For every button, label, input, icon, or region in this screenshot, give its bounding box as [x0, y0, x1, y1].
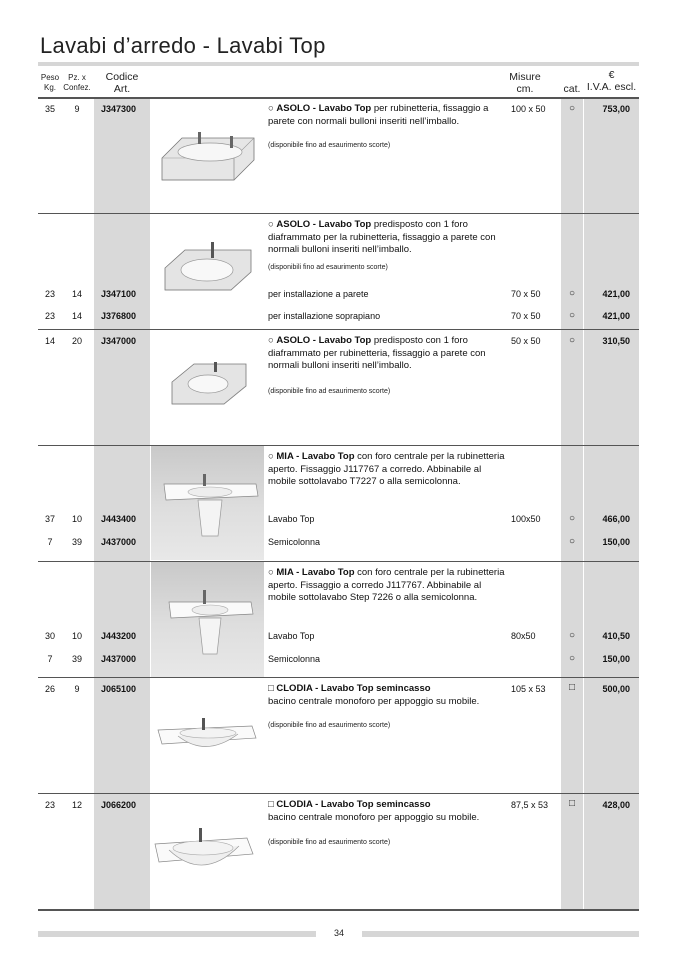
row-peso: 14 — [44, 336, 55, 346]
row-price: 421,00 — [602, 311, 630, 321]
row-code: J066200 — [101, 800, 137, 810]
row-rule — [38, 213, 639, 214]
cat-circle-icon: ○ — [568, 513, 576, 524]
row-code: J347300 — [101, 104, 137, 114]
row-peso: 26 — [44, 684, 55, 694]
header-rule — [38, 97, 639, 99]
row-peso: 23 — [44, 289, 55, 299]
row-price: 428,00 — [602, 800, 630, 810]
row-price: 150,00 — [602, 537, 630, 547]
row-peso: 23 — [44, 800, 55, 810]
row-rule — [38, 793, 639, 794]
cat-circle-icon: ○ — [568, 310, 576, 321]
asolo-70-sink-image — [163, 240, 255, 298]
page-title: Lavabi d’arredo - Lavabi Top — [40, 33, 326, 58]
row-pz: 10 — [71, 631, 82, 641]
row-code: J443400 — [101, 514, 137, 524]
row-pz: 14 — [71, 289, 82, 299]
availability-note: (disponibile fino ad esaurimento scorte) — [268, 388, 391, 395]
asolo-100-sink-image — [158, 130, 260, 188]
row-code: J347100 — [101, 289, 137, 299]
availability-note: (disponibile fino ad esaurimento scorte) — [268, 722, 391, 729]
header-price: € I.V.A. escl. — [586, 69, 637, 93]
row-code: J437000 — [101, 654, 137, 664]
row-peso: 23 — [44, 311, 55, 321]
cat-circle-icon: ○ — [568, 630, 576, 641]
row-code: J437000 — [101, 537, 137, 547]
cat-circle-icon: ○ — [568, 536, 576, 547]
row-label: Semicolonna — [268, 654, 321, 664]
header-cat: cat. — [563, 83, 581, 95]
mia-80-sink-image — [165, 586, 255, 658]
row-pz: 12 — [71, 800, 82, 810]
asolo-50-sink-image — [170, 360, 248, 410]
row-pz: 39 — [71, 537, 82, 547]
availability-note: (disponibile fino ad esaurimento scorte) — [268, 142, 391, 149]
header-misure: Misure cm. — [509, 71, 541, 95]
row-label: per installazione a parete — [268, 289, 369, 299]
clodia-105-sink-image — [156, 716, 260, 756]
row-pz: 39 — [71, 654, 82, 664]
row-peso: 37 — [44, 514, 55, 524]
row-pz: 14 — [71, 311, 82, 321]
row-label: Lavabo Top — [268, 514, 315, 524]
cat-square-icon: □ — [568, 682, 576, 693]
product-description: ○ MIA - Lavabo Top con foro centrale per la rubinetteria aperto. Fissaggio J117767 a corredo. Abbinabile al mobile sottolavabo T7227 o alla semicolonna. — [268, 451, 505, 487]
clodia-87-sink-image — [153, 826, 257, 876]
row-misure: 80x50 — [511, 631, 536, 641]
cat-column-shade — [561, 97, 583, 909]
row-pz: 20 — [71, 336, 82, 346]
row-pz: 9 — [74, 684, 80, 694]
header-peso: Peso Kg. — [40, 73, 60, 92]
row-label: per installazione soprapiano — [268, 311, 381, 321]
page-number: 34 — [333, 928, 344, 938]
row-peso: 7 — [47, 537, 53, 547]
row-misure: 100 x 50 — [511, 104, 546, 114]
row-rule — [38, 445, 639, 446]
row-label: Semicolonna — [268, 537, 321, 547]
table-bottom-rule — [38, 909, 639, 911]
product-description: ○ ASOLO - Lavabo Top per rubinetteria, fissaggio a parete con normali bulloni inseriti nell’imballo. — [268, 103, 489, 127]
footer-bar-right — [362, 931, 639, 937]
product-description: ○ ASOLO - Lavabo Top predisposto con 1 foro diaframmato per rubinetteria, fissaggio a parete con normali bulloni inseriti nell’imballo. — [268, 335, 486, 371]
availability-note: (disponibili fino ad esaurimento scorte) — [268, 264, 388, 271]
cat-circle-icon: ○ — [568, 335, 576, 346]
row-code: J065100 — [101, 684, 137, 694]
cat-circle-icon: ○ — [568, 103, 576, 114]
header-codice: Codice Art. — [105, 71, 139, 95]
product-description: ○ MIA - Lavabo Top con foro centrale per la rubinetteria aperto. Fissaggio a corredo J117767. Abbinabile al mobile sottolavabo Step 7226 o alla semicolonna. — [268, 567, 505, 603]
row-peso: 7 — [47, 654, 53, 664]
row-misure: 105 x 53 — [511, 684, 546, 694]
row-misure: 100x50 — [511, 514, 541, 524]
cat-square-icon: □ — [568, 798, 576, 809]
row-misure: 87,5 x 53 — [511, 800, 549, 810]
row-rule — [38, 677, 639, 678]
row-rule — [38, 561, 639, 562]
row-code: J376800 — [101, 311, 137, 321]
row-price: 310,50 — [602, 336, 630, 346]
row-price: 753,00 — [602, 104, 630, 114]
code-column-shade — [94, 97, 150, 909]
row-label: Lavabo Top — [268, 631, 315, 641]
mia-100-sink-image — [160, 470, 260, 540]
cat-circle-icon: ○ — [568, 653, 576, 664]
row-price: 500,00 — [602, 684, 630, 694]
product-description: □ CLODIA - Lavabo Top semincasso bacino centrale monoforo per appoggio su mobile. — [268, 683, 480, 707]
row-peso: 35 — [44, 104, 55, 114]
product-description: ○ ASOLO - Lavabo Top predisposto con 1 foro diaframmato per la rubinetteria, fissaggio a parete con normali bulloni inseriti nell’imballo. — [268, 219, 496, 255]
availability-note: (disponibile fino ad esaurimento scorte) — [268, 839, 391, 846]
row-price: 466,00 — [602, 514, 630, 524]
row-misure: 50 x 50 — [511, 336, 541, 346]
row-misure: 70 x 50 — [511, 311, 541, 321]
row-price: 421,00 — [602, 289, 630, 299]
row-pz: 9 — [74, 104, 80, 114]
footer-bar-left — [38, 931, 316, 937]
row-rule — [38, 329, 639, 330]
row-peso: 30 — [44, 631, 55, 641]
cat-circle-icon: ○ — [568, 288, 576, 299]
price-column-shade — [584, 97, 639, 909]
row-misure: 70 x 50 — [511, 289, 541, 299]
row-code: J443200 — [101, 631, 137, 641]
row-price: 410,50 — [602, 631, 630, 641]
row-price: 150,00 — [602, 654, 630, 664]
title-divider — [38, 62, 639, 66]
row-code: J347000 — [101, 336, 137, 346]
header-pz: Pz. x Confez. — [63, 73, 91, 92]
row-pz: 10 — [71, 514, 82, 524]
product-description: □ CLODIA - Lavabo Top semincasso bacino centrale monoforo per appoggio su mobile. — [268, 799, 480, 823]
